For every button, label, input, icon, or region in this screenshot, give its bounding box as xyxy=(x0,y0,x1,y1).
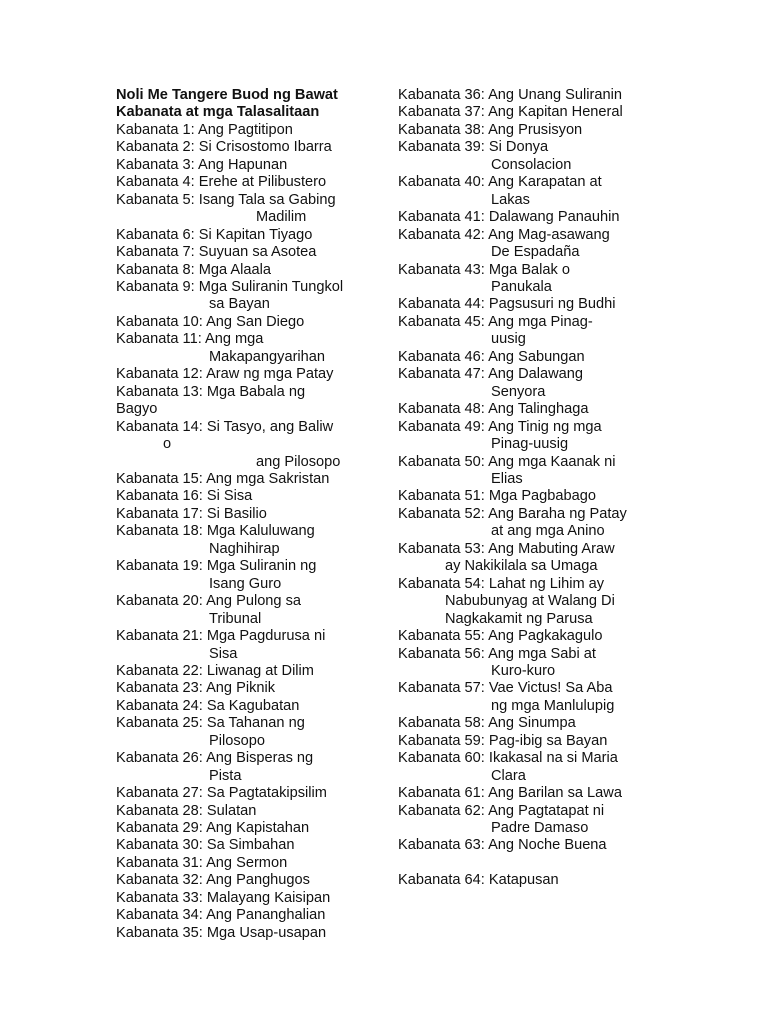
chapter-title: Kabanata 22: Liwanag at Dilim xyxy=(116,662,314,679)
chapter-entry xyxy=(116,663,386,680)
chapter-title-continuation: De Espadaña xyxy=(491,244,580,261)
chapter-entry xyxy=(116,314,386,331)
chapter-title-continuation: ay Nakikilala sa Umaga xyxy=(445,558,598,575)
chapter-entry xyxy=(116,139,386,156)
chapter-entry xyxy=(116,907,386,924)
chapter-entry xyxy=(116,419,386,471)
chapter-title: Kabanata 2: Si Crisostomo Ibarra xyxy=(116,139,332,156)
blank-line xyxy=(398,855,668,872)
chapter-title: Kabanata 47: Ang Dalawang xyxy=(398,366,584,383)
chapter-title: Kabanata 39: Si Donya xyxy=(398,139,549,156)
chapter-title-continuation: Tribunal xyxy=(209,610,262,627)
chapter-entry xyxy=(116,244,386,261)
chapter-entry xyxy=(398,837,668,854)
chapter-title: Kabanata 5: Isang Tala sa Gabing xyxy=(116,191,336,208)
chapter-title: Kabanata 1: Ang Pagtitipon xyxy=(116,121,293,138)
chapter-entry xyxy=(116,471,386,488)
chapter-entry xyxy=(116,715,386,750)
chapter-entry xyxy=(398,803,668,838)
chapter-title-continuation: at ang mga Anino xyxy=(491,523,605,540)
chapter-entry xyxy=(398,314,668,349)
chapter-title-continuation: Pilosopo xyxy=(209,732,265,749)
chapter-title: Kabanata 24: Sa Kagubatan xyxy=(116,697,300,714)
chapter-entry xyxy=(398,454,668,489)
chapter-entry xyxy=(116,750,386,785)
chapter-title: Kabanata 58: Ang Sinumpa xyxy=(398,715,576,732)
chapter-entry xyxy=(116,558,386,593)
chapter-title-continuation: ang Pilosopo xyxy=(256,453,341,470)
chapter-entry xyxy=(398,296,668,313)
chapter-title-continuation: sa Bayan xyxy=(209,296,270,313)
chapter-title-continuation: Isang Guro xyxy=(209,575,282,592)
chapter-title: Kabanata 13: Mga Babala ng xyxy=(116,383,306,400)
chapter-title-continuation: Pinag-uusig xyxy=(491,436,569,453)
chapter-title-continuation: Consolacion xyxy=(491,156,572,173)
chapter-title-continuation: Sisa xyxy=(209,645,238,662)
chapter-title-continuation: Madilim xyxy=(256,209,307,226)
chapter-entry xyxy=(116,192,386,227)
chapter-entry xyxy=(398,646,668,681)
chapter-title: Kabanata 50: Ang mga Kaanak ni xyxy=(398,453,616,470)
chapter-entry xyxy=(116,837,386,854)
chapter-title-continuation: Panukala xyxy=(491,278,552,295)
chapter-title: Kabanata 41: Dalawang Panauhin xyxy=(398,209,620,226)
chapter-title-continuation: uusig xyxy=(491,331,526,348)
chapter-title: Kabanata 11: Ang mga xyxy=(116,331,264,348)
chapter-entry xyxy=(116,628,386,663)
chapter-entry xyxy=(116,785,386,802)
chapter-title-continuation: Naghihirap xyxy=(209,540,280,557)
chapter-entry xyxy=(116,698,386,715)
chapter-title: Kabanata 61: Ang Barilan sa Lawa xyxy=(398,785,622,802)
chapter-title-continuation: Padre Damaso xyxy=(491,820,589,837)
chapter-entry xyxy=(398,139,668,174)
chapter-title: Kabanata 54: Lahat ng Lihim ay xyxy=(398,575,605,592)
chapter-entry xyxy=(116,174,386,191)
chapter-title-continuation: Pista xyxy=(209,767,242,784)
chapter-title: Kabanata 51: Mga Pagbabago xyxy=(398,488,596,505)
document-title-line-1: Noli Me Tangere Buod ng Bawat xyxy=(116,87,338,103)
chapter-title: Kabanata 63: Ang Noche Buena xyxy=(398,837,607,854)
chapter-title: Kabanata 18: Mga Kaluluwang xyxy=(116,523,315,540)
chapter-title: Kabanata 49: Ang Tinig ng mga xyxy=(398,418,602,435)
chapter-title: Kabanata 9: Mga Suliranin Tungkol xyxy=(116,278,344,295)
chapter-entry xyxy=(398,715,668,732)
chapter-title: Kabanata 20: Ang Pulong sa xyxy=(116,593,302,610)
chapter-entry xyxy=(116,262,386,279)
chapter-title: Kabanata 17: Si Basilio xyxy=(116,505,267,522)
chapter-entry xyxy=(398,122,668,139)
left-column xyxy=(116,87,386,942)
chapter-title-continuation: Clara xyxy=(491,767,526,784)
chapter-title: Kabanata 43: Mga Balak o xyxy=(398,261,571,278)
chapter-title: Kabanata 15: Ang mga Sakristan xyxy=(116,470,330,487)
chapter-title: Kabanata 53: Ang Mabuting Araw xyxy=(398,540,615,557)
right-column xyxy=(398,87,668,890)
chapter-title: Kabanata 57: Vae Victus! Sa Aba xyxy=(398,680,613,697)
chapter-entry xyxy=(116,122,386,139)
chapter-title: Kabanata 62: Ang Pagtatapat ni xyxy=(398,802,605,819)
chapter-entry xyxy=(398,87,668,104)
chapter-entry xyxy=(398,785,668,802)
chapter-title: Kabanata 46: Ang Sabungan xyxy=(398,348,585,365)
chapter-title-continuation: Nagkakamit ng Parusa xyxy=(445,610,593,627)
chapter-entry xyxy=(398,872,668,889)
chapter-title: Kabanata 21: Mga Pagdurusa ni xyxy=(116,628,326,645)
chapter-title: Kabanata 7: Suyuan sa Asotea xyxy=(116,244,317,261)
chapter-entry xyxy=(398,576,668,628)
chapter-entry xyxy=(116,384,386,419)
chapter-entry xyxy=(116,157,386,174)
chapter-title: Kabanata 44: Pagsusuri ng Budhi xyxy=(398,296,616,313)
chapter-entry xyxy=(116,227,386,244)
chapter-title: Kabanata 59: Pag-ibig sa Bayan xyxy=(398,732,608,749)
chapter-entry xyxy=(116,820,386,837)
chapter-title: Kabanata 33: Malayang Kaisipan xyxy=(116,889,331,906)
chapter-title: Kabanata 29: Ang Kapistahan xyxy=(116,820,310,837)
chapter-entry xyxy=(398,541,668,576)
chapter-entry xyxy=(398,262,668,297)
chapter-entry xyxy=(398,349,668,366)
chapter-entry xyxy=(398,628,668,645)
chapter-entry xyxy=(398,366,668,401)
chapter-title: Kabanata 60: Ikakasal na si Maria xyxy=(398,750,618,767)
chapter-title: Kabanata 55: Ang Pagkakagulo xyxy=(398,628,603,645)
chapter-title: Kabanata 40: Ang Karapatan at xyxy=(398,174,602,191)
chapter-title: Kabanata 23: Ang Piknik xyxy=(116,680,276,697)
chapter-title: Kabanata 6: Si Kapitan Tiyago xyxy=(116,226,313,243)
chapter-title-continuation: Lakas xyxy=(491,191,530,208)
chapter-entry xyxy=(116,925,386,942)
chapter-entry xyxy=(398,104,668,121)
chapter-entry xyxy=(116,523,386,558)
chapter-title: Kabanata 19: Mga Suliranin ng xyxy=(116,558,317,575)
chapter-title-continuation: Senyora xyxy=(491,383,546,400)
chapter-title: Kabanata 12: Araw ng mga Patay xyxy=(116,366,334,383)
chapter-entry xyxy=(398,506,668,541)
chapter-title: Kabanata 36: Ang Unang Suliranin xyxy=(398,87,622,103)
chapter-title: Kabanata 31: Ang Sermon xyxy=(116,854,288,871)
chapter-title: Kabanata 32: Ang Panghugos xyxy=(116,872,310,889)
chapter-title: Kabanata 3: Ang Hapunan xyxy=(116,156,288,173)
chapter-title: Kabanata 64: Katapusan xyxy=(398,872,559,889)
chapter-entry xyxy=(398,227,668,262)
chapter-entry xyxy=(398,174,668,209)
chapter-entry xyxy=(116,593,386,628)
chapter-title: Kabanata 38: Ang Prusisyon xyxy=(398,121,583,138)
chapter-title-continuation: Kuro-kuro xyxy=(491,662,556,679)
chapter-entry xyxy=(116,680,386,697)
chapter-title: Kabanata 16: Si Sisa xyxy=(116,488,253,505)
chapter-title-continuation: o xyxy=(163,436,172,453)
chapter-entry xyxy=(116,366,386,383)
chapter-title: Kabanata 45: Ang mga Pinag- xyxy=(398,313,593,330)
chapter-entry xyxy=(398,488,668,505)
chapter-entry xyxy=(116,506,386,523)
chapter-entry xyxy=(116,890,386,907)
chapter-title: Kabanata 8: Mga Alaala xyxy=(116,261,271,278)
chapter-title: Kabanata 56: Ang mga Sabi at xyxy=(398,645,596,662)
chapter-entry xyxy=(398,209,668,226)
chapter-entry xyxy=(116,855,386,872)
chapter-title: Kabanata 28: Sulatan xyxy=(116,802,257,819)
chapter-title-continuation: Elias xyxy=(491,470,523,487)
document-title-line-2: Kabanata at mga Talasalitaan xyxy=(116,104,320,121)
chapter-title: Kabanata 27: Sa Pagtatakipsilim xyxy=(116,785,327,802)
chapter-title: Kabanata 34: Ang Pananghalian xyxy=(116,907,326,924)
chapter-entry xyxy=(116,872,386,889)
chapter-entry xyxy=(398,733,668,750)
chapter-title-continuation: Makapangyarihan xyxy=(209,348,326,365)
chapter-title: Kabanata 42: Ang Mag-asawang xyxy=(398,226,610,243)
chapter-entry xyxy=(398,750,668,785)
chapter-entry xyxy=(116,488,386,505)
chapter-entry xyxy=(398,401,668,418)
chapter-title: Kabanata 52: Ang Baraha ng Patay xyxy=(398,505,627,522)
chapter-entry xyxy=(116,279,386,314)
chapter-title: Kabanata 14: Si Tasyo, ang Baliw xyxy=(116,418,334,435)
chapter-title-continuation: ng mga Manlulupig xyxy=(491,697,615,714)
chapter-entry xyxy=(398,419,668,454)
chapter-entry xyxy=(398,680,668,715)
chapter-title: Kabanata 35: Mga Usap-usapan xyxy=(116,924,327,941)
chapter-title: Kabanata 25: Sa Tahanan ng xyxy=(116,715,305,732)
chapter-entry xyxy=(116,331,386,366)
chapter-title: Kabanata 10: Ang San Diego xyxy=(116,313,305,330)
chapter-entry xyxy=(116,803,386,820)
chapter-title: Kabanata 48: Ang Talinghaga xyxy=(398,401,589,418)
chapter-title: Kabanata 30: Sa Simbahan xyxy=(116,837,295,854)
chapter-title-continuation: Nabubunyag at Walang Di xyxy=(445,593,615,610)
chapter-title: Kabanata 4: Erehe at Pilibustero xyxy=(116,174,327,191)
chapter-title: Kabanata 37: Ang Kapitan Heneral xyxy=(398,104,623,121)
chapter-title: Kabanata 26: Ang Bisperas ng xyxy=(116,750,314,767)
chapter-title-continuation: Bagyo xyxy=(116,401,158,418)
